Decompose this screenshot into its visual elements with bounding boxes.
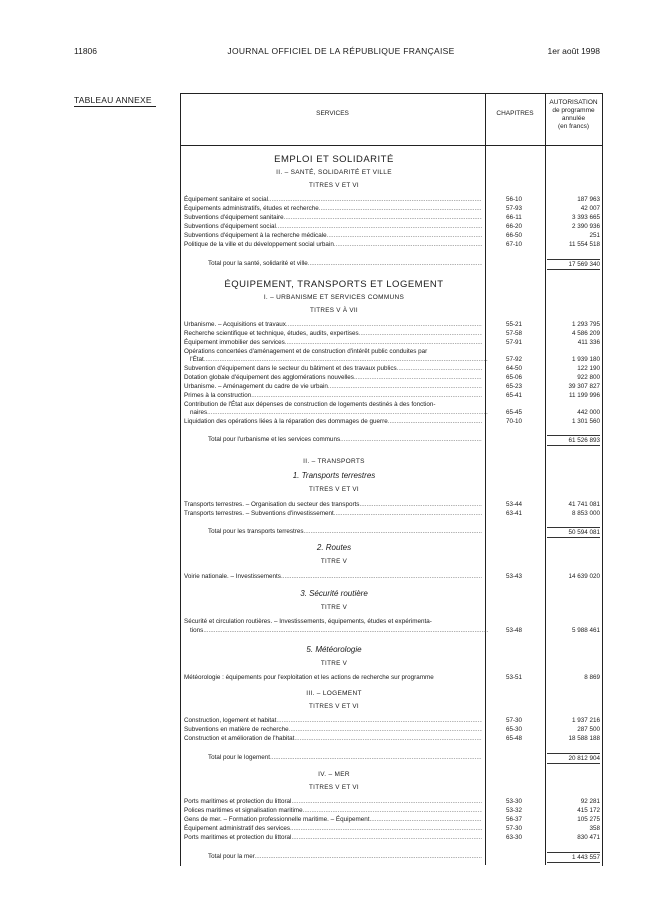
table-row: Subventions d'équipement sanitaire ..... 66-11 3 393 665 [184,213,600,223]
section-title: II. – SANTÉ, SOLIDARITÉ ET VILLE [276,169,392,176]
titres-label: TITRE V [320,604,348,611]
column-header-services: SERVICES [316,110,349,117]
table-row: Gens de mer. – Formation professionnelle maritime. – Équipement ..... 56-37 105 275 [184,815,600,825]
table-row: Voirie nationale. – Investissements ..... 53-43 14 639 020 [184,572,600,582]
table-row: Transports terrestres. – Subventions d'investissement ..... 63-41 8 853 000 [184,509,600,519]
column-header-chapitres: CHAPITRES [496,110,534,117]
table-row: Construction, logement et habitat ..... 57-30 1 937 216 [184,716,600,726]
titres-label: TITRES V ET VI [309,784,359,791]
tableau-annexe-label: TABLEAU ANNEXE [74,95,152,105]
table-row: Urbanisme. – Aménagement du cadre de vie urbain ..... 65-23 39 307 827 [184,382,600,392]
tag-underline [74,106,156,107]
table-row-multiline: Sécurité et circulation routières. – Investissements, équipements, études et expérimenta- [184,618,432,625]
table-row: Recherche scientifique et technique, études, audits, expertises ..... 57-58 4 586 209 [184,329,600,339]
table-row: Ports maritimes et protection du littoral ..... 53-30 92 281 [184,797,600,807]
table-row-multiline: Opérations concertées d'aménagement et de construction d'intérêt public conduites par [184,348,428,355]
table-row: Polices maritimes et signalisation maritime ..... 53-32 415 172 [184,806,600,816]
table-row: Politique de la ville et du développement social urbain ..... 67-10 11 554 518 [184,240,600,250]
header-divider [180,145,602,146]
table-row: Subvention d'équipement dans le secteur du bâtiment et des travaux publics ..... 64-50 122 190 [184,364,600,374]
table-row: Équipement immobilier des services ..... 57-91 411 336 [184,338,600,348]
ministry-title: ÉQUIPEMENT, TRANSPORTS ET LOGEMENT [224,279,444,290]
table-row: Équipement administratif des services ..... 57-30 358 [184,824,600,834]
journal-title: JOURNAL OFFICIEL DE LA RÉPUBLIQUE FRANÇAISE [227,46,455,56]
table-row: Subventions en matière de recherche ..... 65-30 287 500 [184,725,600,735]
total-row: Total pour la santé, solidarité et ville ..... 17 569 340 [184,259,600,269]
table-row: Liquidation des opérations liées à la réparation des dommages de guerre ..... 70-10 1 301 560 [184,417,600,427]
total-row: Total pour l'urbanisme et les services communs ..... 61 526 893 [184,435,600,445]
table-row: tions ..... 53-48 5 988 461 [184,626,600,636]
section-title: III. – LOGEMENT [306,690,362,697]
column-header-autorisation: AUTORISATION de programme annulée (en francs) [549,99,598,130]
table-row: Construction et amélioration de l'habitat ..... 65-48 18 588 188 [184,734,600,744]
total-row: Total pour la mer ..... 1 443 557 [184,852,600,862]
table-row: Équipement sanitaire et social ..... 56-10 187 963 [184,195,600,205]
table-row: Transports terrestres. – Organisation du secteur des transports ..... 53-44 41 741 081 [184,500,600,510]
section-title: IV. – MER [318,771,350,778]
table-row: Dotation globale d'équipement des agglomérations nouvelles ..... 65-06 922 800 [184,373,600,383]
titres-label: TITRES V À VII [310,307,358,314]
table-row: Primes à la construction ..... 65-41 11 199 996 [184,391,600,401]
page-date: 1er août 1998 [547,46,600,56]
section-title: II. – TRANSPORTS [303,458,365,465]
ministry-title: EMPLOI ET SOLIDARITÉ [274,154,394,165]
section-title: I. – URBANISME ET SERVICES COMMUNS [263,294,405,301]
titres-label: TITRES V ET VI [309,182,359,189]
table-row: Équipements administratifs, études et recherche ..... 57-93 42 007 [184,204,600,214]
table-row: Urbanisme. – Acquisitions et travaux ..... 55-21 1 293 795 [184,320,600,330]
titres-label: TITRE V [320,660,348,667]
subsection-title: 1. Transports terrestres [292,471,376,480]
table-row: l'État ..... 57-92 1 939 180 [184,355,600,365]
table-row: Météorologie : équipements pour l'exploitation et les actions de recherche sur programme 53-51 8 869 [184,674,600,681]
subsection-title: 3. Sécurité routière [300,589,368,598]
titres-label: TITRE V [320,558,348,565]
table-row: Ports maritimes et protection du littoral ..... 63-30 830 471 [184,833,600,843]
table-row-multiline: Contribution de l'État aux dépenses de construction de logements destinés à des fonction- [184,401,436,408]
titres-label: TITRES V ET VI [309,486,359,493]
total-row: Total pour les transports terrestres ..... 50 594 081 [184,527,600,537]
table-row: Subventions d'équipement à la recherche médicale ..... 66-50 251 [184,231,600,241]
total-row: Total pour le logement ..... 20 812 904 [184,753,600,763]
table-row: Subventions d'équipement social ..... 66-20 2 390 936 [184,222,600,232]
page-number: 11806 [74,46,98,56]
table-row: naires ..... 65-45 442 000 [184,408,600,418]
titres-label: TITRES V ET VI [309,703,359,710]
subsection-title: 2. Routes [316,543,352,552]
subsection-title: 5. Météorologie [306,645,362,654]
